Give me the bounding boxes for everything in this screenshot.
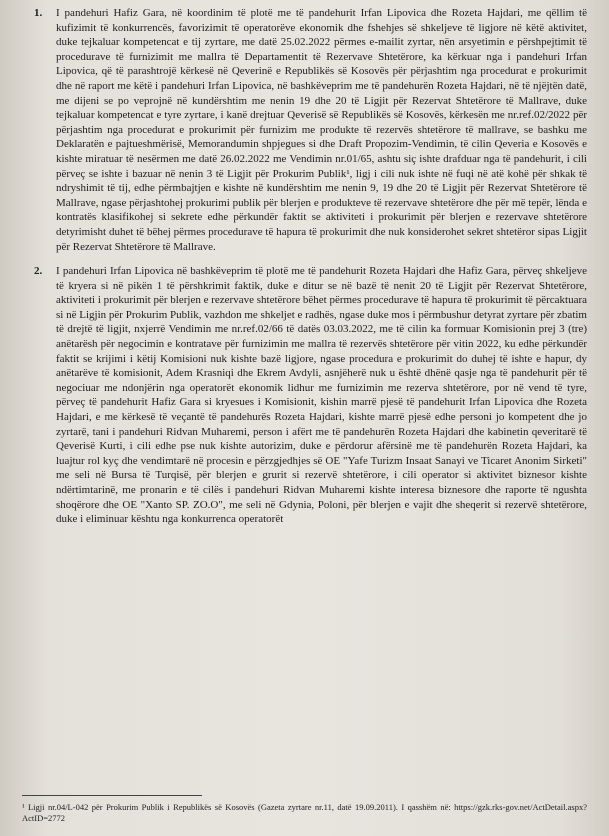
paragraph-text: I pandehuri Irfan Lipovica në bashkëveprim të plotë me të pandehurit Rozeta Hajdari dhe Hafiz Gara, përveç shkeljeve të kryera si në pikën 1 të përshkrimit faktik, duke e ditur se në bazë të nenit 20 të Ligjit për Rezervat Shtetërore, aktiviteti i prokurimit për blerjen e rezervave shtetërore bëhet përmes procedurave të hapura të prokurimit të përcaktuara si në Ligjin për Prokurim Publik, vazhdon me shkeljet e radhës, ngase duke mos i përmbushur detyrat zyrtare për zbatim të drejtë të ligjit, nxjerrë Vendimin me nr.ref.02/66 të datës 03.03.2022, me të cilin ka formuar Komisionin prej 3 (tre) anëtarësh për negocimin e kontratave për furnizimin me mallra të rezervës shtetërore për vitin 2022, ku edhe përkundër faktit se krijimi i këtij Komisioni nuk kishte bazë ligjore, ngase procedura e prokurimit do duhej të ishte e hapur, dy anëtarëve të komisionit, Adem Krasniqi dhe Ekrem Avdyli, asnjëherë nuk u është dhënë qasje nga të pandehurit për të negociuar me ndonjërin nga operatorët ekonomik lidhur me furnizimin me rezerva shtetërore, por në vend të tyre, përveç të pandehurit Hafiz Gara si kryesues i Komisionit, kishin marrë pjesë të pandehurit Irfan Lipovica dhe Rozeta Hajdari, e me kërkesë të veçantë të pandehurës Rozeta Hajdari, kishte marrë pjesë edhe personi jo kompetent dhe jo zyrtarë, tani i pandehuri Ridvan Muharemi, person i afërt me të pandehurën Rozeta Hajdari dhe kabinetin qeveritarë të Qeverisë Kurti, i cili edhe pse nuk kishte autorizim, duke e përdorur afërsinë me të pandehurën Rozeta Hajdari, ka luajtur rol kyç dhe vendimtarë në procesin e përzgjedhjes së OE "Yafe Turizm Insaat Sanayi ve Ticaret Anonim Sirketi" me seli në Bursa të Turqisë, për blerjen e grurit si rezervë shtetërore, i cili operator si aktivitet biznesor kishte ndërtimtarinë, me pronarin e të cilës i pandehuri Ridvan Muharemi kishte interesa biznesore dhe raporte të ngushta shoqërore dhe OE "Xanto SP. ZO.O", me seli në Gdynia, Poloni, për blerjen e vajit dhe sheqerit si rezervë shtetërore, duke i eliminuar kështu nga konkurrenca operatorët: [56, 265, 587, 526]
paragraph-list: [34, 6, 587, 527]
paragraph-2: [34, 264, 587, 527]
paragraph-number: 2.: [34, 265, 43, 278]
paragraph-1: [34, 6, 587, 254]
footnote: [22, 795, 587, 824]
paragraph-number: 1.: [34, 7, 43, 19]
footnote-text: ¹ Ligji nr.04/L-042 për Prokurim Publik i Republikës së Kosovës (Gazeta zyrtare nr.11, datë 19.09.2011). I qasshëm në: https://gzk.rks-gov.net/ActDetail.aspx?ActID=2772: [22, 802, 587, 823]
paragraph-text: I pandehuri Hafiz Gara, në koordinim të plotë me të pandehurit Irfan Lipovica dhe Rozeta Hajdari, me qëllim të kufizimit të konkurrencës, favorizimit të operatorëve ekonomik dhe fshehjes së shkeljeve të ligjore në këtë aktivitet, duke tejkaluar kompetencat e tij zyrtare, me datë 25.02.2022 përmes e-mailit zyrtar, nën arsyetimin e përshpejtimit të procedurave të furnizimit me mallra të Departamentit të Rezervave Shtetërore, ka kërkuar nga i pandehuri Irfan Lipovica, që të parashtrojë kërkesë në Qeverinë e Republikës së Kosovës për përjashtim nga procedurat e prokurimit dhe në raport me këtë i pandehuri Irfan Lipovica, në bashkëveprim me të pandehurën Rozeta Hajdari, në të njëjtën datë, me dijeni se po veprojnë në kundërshtim me nenin 19 dhe 20 të Ligjit për Rezervat Shtetërore të Mallrave, duke tejkaluar kompetencat e tyre zyrtare, i kanë drejtuar Qeverisë së Republikës së Kosovës, kërkesën me nr.ref.02/2022 për përjashtim nga procedurat e prokurimit për furnizim me produkte të rezervës shtetërore të mallrave, se bashku me Deklaratën e pajtueshmërisë, Memorandumin shpjegues si dhe Draft Propozim-Vendimin, të cilin Qeveria e Kosovës e kishte miratuar të nesërmen me datë 26.02.2022 me Vendimin nr.01/65, ashtu siç ishte drafduar nga të pandehurit, i cili përveç se ishte i bazuar në nenin 3 të Ligjit për Prokurim Publik¹, ligj i cili nuk ishte në fuqi në atë kohë për shkak të ndryshimit të tij, edhe përmbajtjen e kishte në kundërshtim me nenin 9, 19 dhe 20 të Ligjit për Rezervat Shtetërore të Mallrave, ngase përjashtohej prokurimi publik për blerjen e produkteve të rezervave shtetërore dhe për më tepër, lënda e kontratës klasifikohej si sekrete edhe përkundër faktit se aktiviteti i prokurimit për blerjen e rezervave shtetërore detyrimisht duhet të bëhej përmes procedurave të hapura të prokurimit dhe nuk konsiderohet sekret shtetëror sipas Ligjit për Rezervat Shtetërore të Mallrave.: [56, 7, 587, 253]
footnote-divider: [22, 795, 202, 796]
